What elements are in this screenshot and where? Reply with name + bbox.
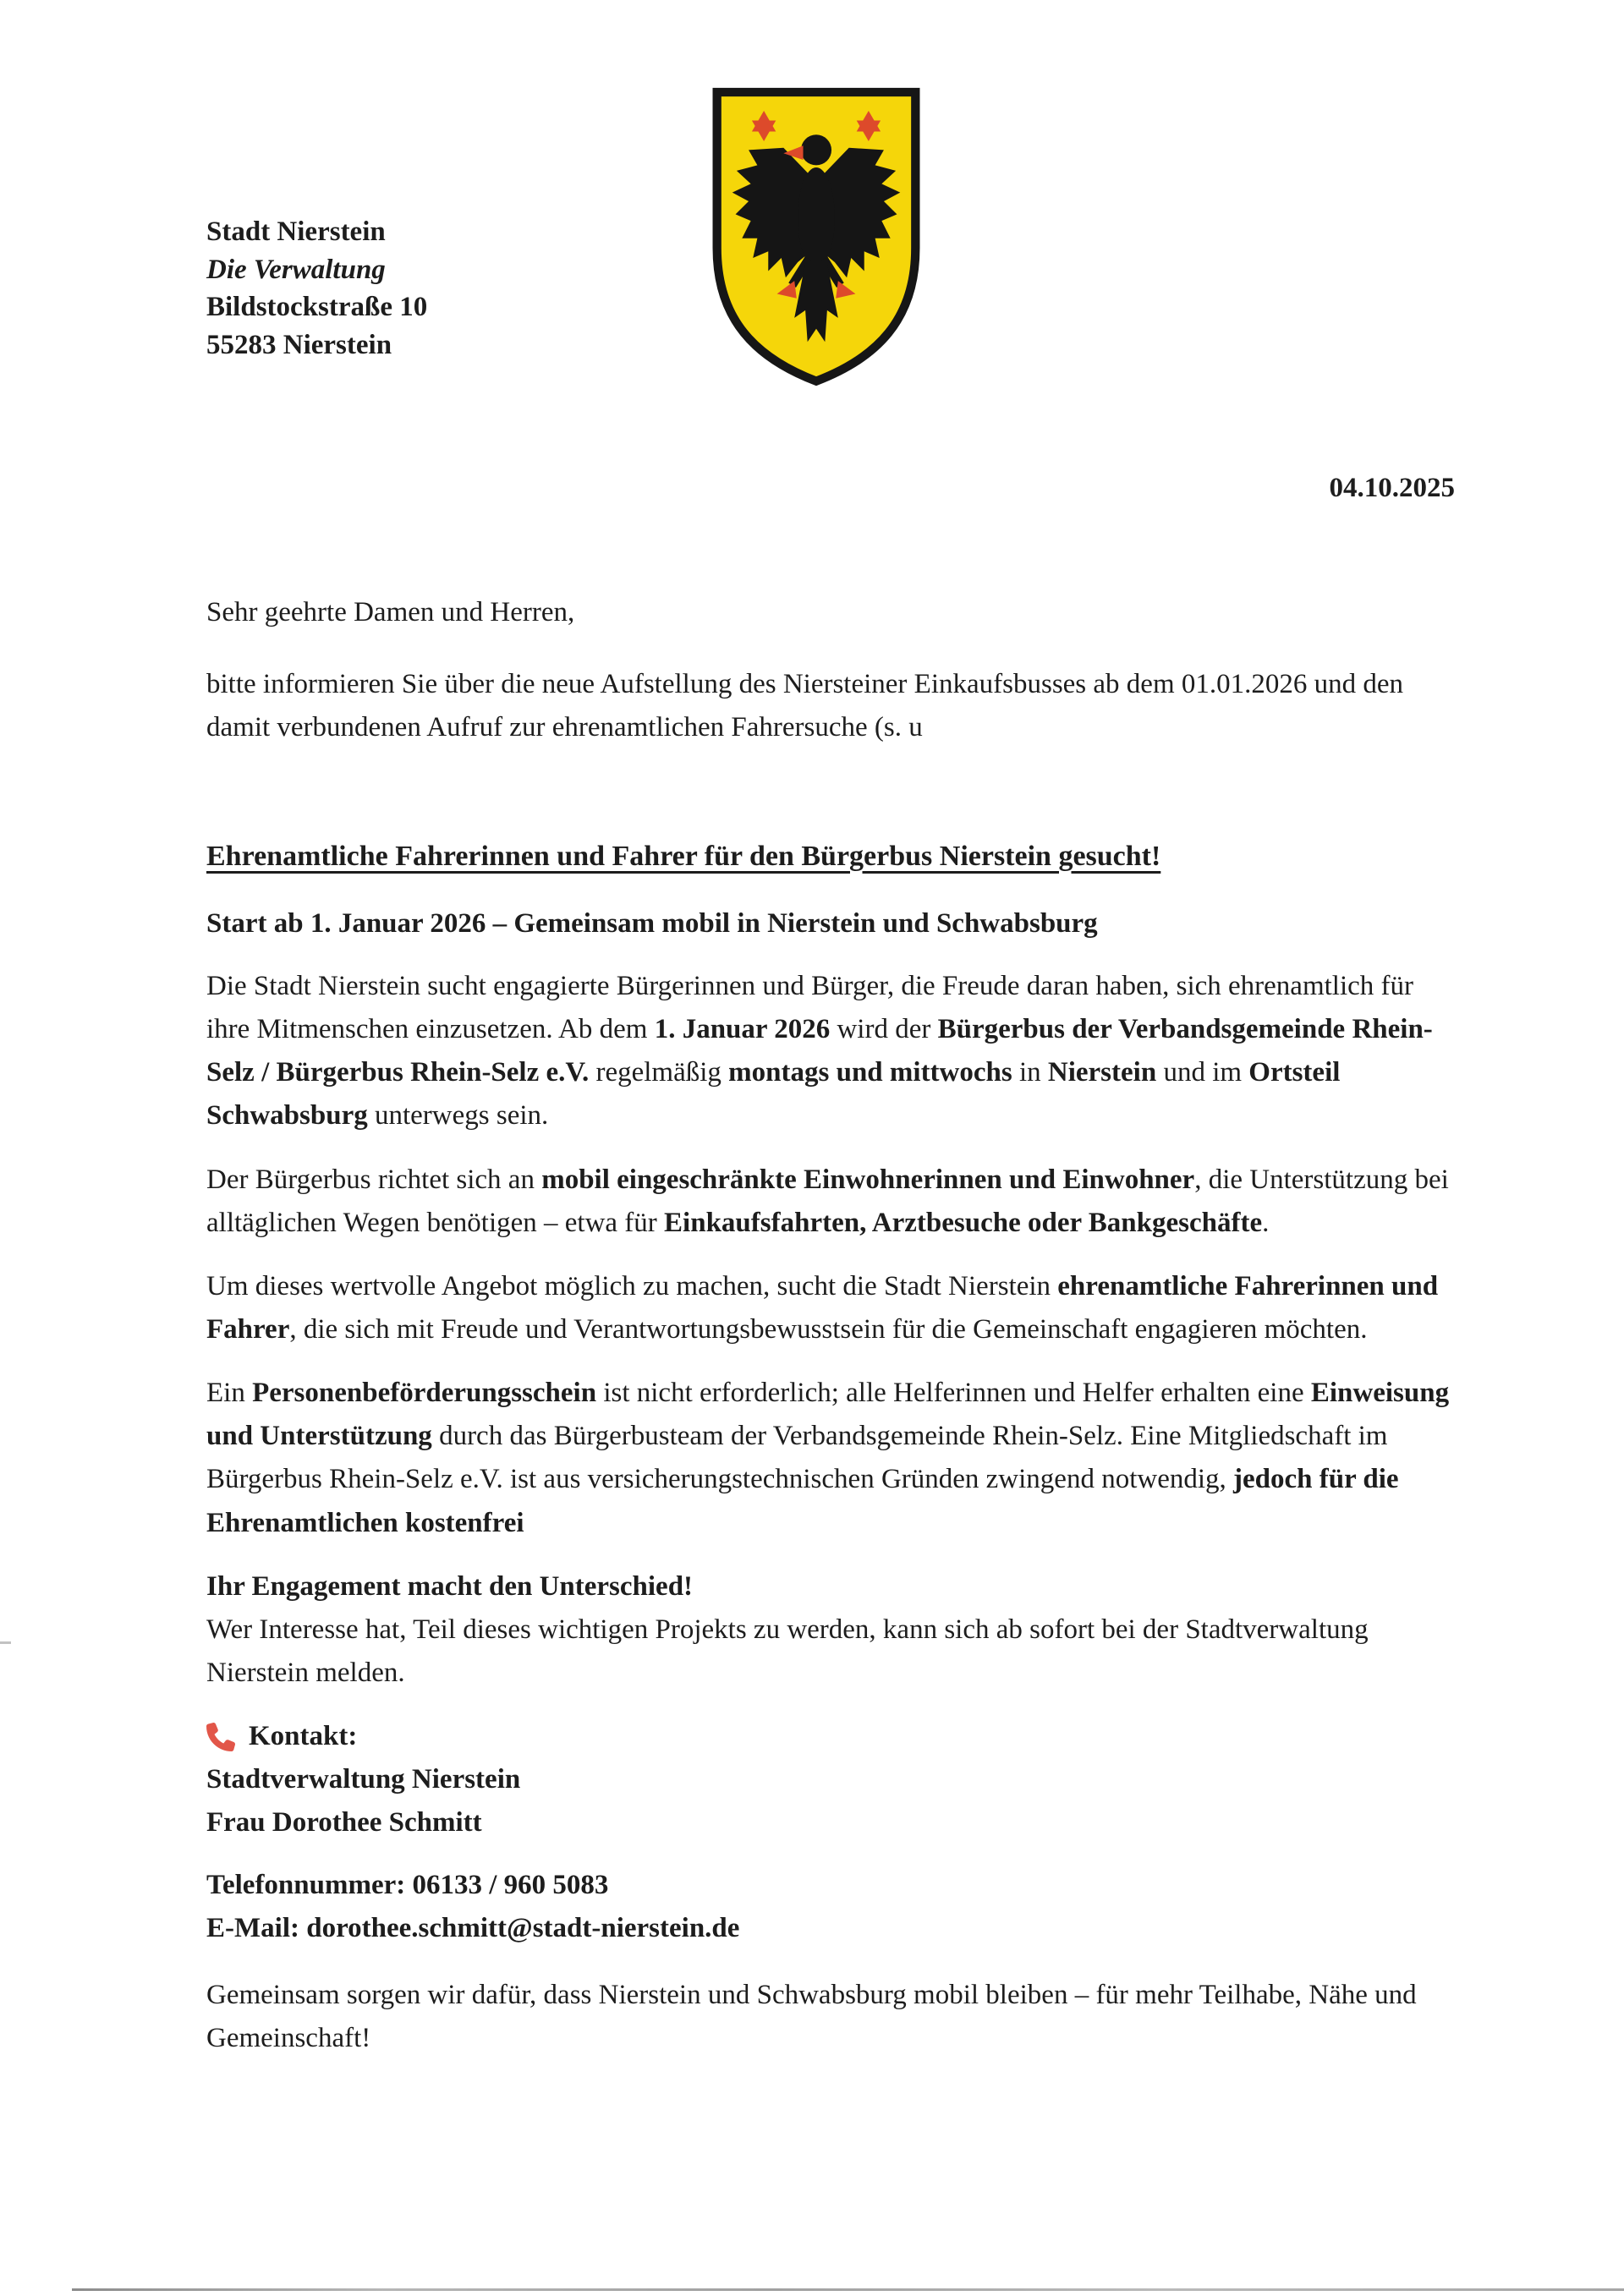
letter-date: 04.10.2025 <box>1329 473 1455 503</box>
contact-phone: Telefonnummer: 06133 / 960 5083 <box>206 1869 609 1900</box>
contact-org: Stadtverwaltung Nierstein <box>206 1764 521 1795</box>
contact-block <box>206 1715 1455 1844</box>
contact-email: E-Mail: dorothee.schmitt@stadt-nierstein.de <box>206 1912 740 1943</box>
contact-person: Frau Dorothee Schmitt <box>206 1807 482 1838</box>
paragraph-target-group: Der Bürgerbus richtet sich an mobil eingeschränkte Einwohnerinnen und Einwohner, die Unterstützung bei alltäglichen Wegen benötigen – etwa für Einkaufsfahrten, Arztbesuche oder Bankgeschäfte. <box>206 1164 1449 1238</box>
engagement-heading: Ihr Engagement macht den Unterschied! <box>206 1570 694 1602</box>
paragraph-requirements: Ein Personenbeförderungsschein ist nicht erforderlich; alle Helferinnen und Helfer erhalten eine Einweisung und Unterstützung durch das Bürgerbusteam der Verbandsgemeinde Rhein-Selz. Eine Mitgliedschaft im Bürgerbus Rhein-Selz e.V. ist aus versicherungstechnischen Gründen zwingend notwendig, jedoch für die Ehrenamtlichen kostenfrei <box>206 1378 1450 1538</box>
paragraph-volunteers-wanted: Um dieses wertvolle Angebot möglich zu machen, sucht die Stadt Nierstein ehrenamtliche Fahrerinnen und Fahrer, die sich mit Freude und Verantwortungsbewusstsein für die Gemeinschaft engagieren möchten. <box>206 1270 1439 1345</box>
contact-label: Kontakt: <box>249 1721 358 1752</box>
sender-address-block <box>206 213 427 364</box>
engagement-text: Wer Interesse hat, Teil dieses wichtigen Projekts zu werden, kann sich ab sofort bei der Stadtverwaltung Nierstein melden. <box>206 1614 1369 1689</box>
paragraph-bus-schedule: Die Stadt Nierstein sucht engagierte Bürgerinnen und Bürger, die Freude daran haben, sich ehrenamtlich für ihre Mitmenschen einzusetzen. Ab dem 1. Januar 2026 wird der Bürgerbus der Verbandsgemeinde Rhein-Selz / Bürgerbus Rhein-Selz e.V. regelmäßig montags und mittwochs in Nierstein und im Ortsteil Schwabsburg unterwegs sein. <box>206 971 1433 1132</box>
closing-paragraph: Gemeinsam sorgen wir dafür, dass Nierstein und Schwabsburg mobil bleiben – für mehr Teilhabe, Nähe und Gemeinschaft! <box>206 1979 1417 2054</box>
intro-paragraph: bitte informieren Sie über die neue Aufstellung des Niersteiner Einkaufsbusses ab dem 01.01.2026 und den damit verbundenen Aufruf zur ehrenamtlichen Fahrersuche (s. u <box>206 669 1404 743</box>
salutation: Sehr geehrte Damen und Herren, <box>206 597 575 628</box>
fold-mark <box>0 1641 11 1644</box>
subheadline: Start ab 1. Januar 2026 – Gemeinsam mobil in Nierstein und Schwabsburg <box>206 907 1098 939</box>
engagement-block <box>206 1565 1455 1695</box>
sender-city: 55283 Nierstein <box>206 329 392 360</box>
contact-details <box>206 1864 1455 1950</box>
nierstein-crest-icon <box>707 85 925 390</box>
sender-name: Stadt Nierstein <box>206 216 386 247</box>
scan-edge-artifact <box>72 2288 1624 2291</box>
sender-street: Bildstockstraße 10 <box>206 292 428 323</box>
contact-label-row <box>206 1715 1455 1758</box>
headline: Ehrenamtliche Fahrerinnen und Fahrer für den Bürgerbus Nierstein gesucht! <box>206 840 1161 872</box>
sender-department: Die Verwaltung <box>206 254 386 285</box>
coat-of-arms <box>707 85 925 390</box>
phone-icon <box>206 1723 235 1751</box>
